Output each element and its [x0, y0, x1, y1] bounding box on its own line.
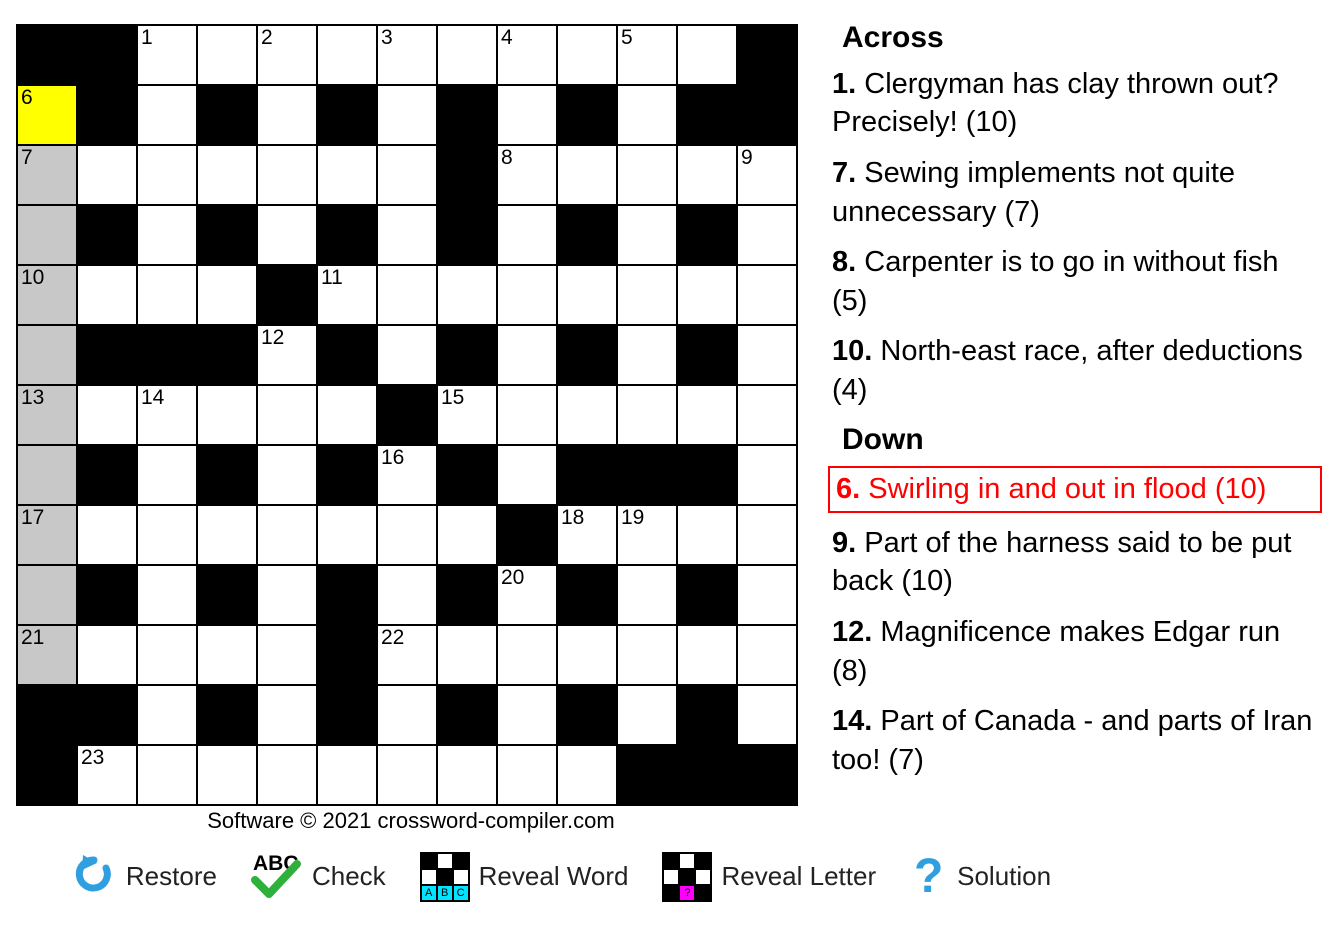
grid-letter-cell[interactable]	[377, 25, 437, 85]
clue-number: 8.	[832, 246, 857, 279]
grid-letter-cell[interactable]	[497, 745, 557, 805]
grid-block-cell	[677, 745, 737, 805]
grid-block-cell	[257, 265, 317, 325]
grid-letter-cell[interactable]	[317, 745, 377, 805]
clue-number: 7.	[832, 157, 857, 190]
clue-text: Part of the harness said to be put back (10)	[832, 526, 1292, 598]
down-clue[interactable]	[828, 523, 1322, 602]
grid-block-cell	[77, 565, 137, 625]
grid-block-cell	[317, 205, 377, 265]
grid-cell-number: 17	[21, 506, 45, 529]
grid-letter-cell[interactable]	[257, 745, 317, 805]
clue-number: 12.	[832, 615, 873, 648]
grid-letter-cell[interactable]	[377, 205, 437, 265]
crossword-row	[17, 265, 797, 325]
grid-block-cell	[737, 85, 797, 145]
grid-letter-cell[interactable]	[617, 25, 677, 85]
grid-letter-cell[interactable]	[257, 685, 317, 745]
grid-letter-cell[interactable]	[617, 145, 677, 205]
grid-letter-cell[interactable]	[17, 445, 77, 505]
grid-letter-cell[interactable]	[137, 625, 197, 685]
grid-letter-cell[interactable]	[17, 85, 77, 145]
svg-text:?: ?	[914, 850, 944, 898]
grid-letter-cell[interactable]	[617, 385, 677, 445]
grid-block-cell	[197, 205, 257, 265]
grid-block-cell	[677, 205, 737, 265]
solution-label: Solution	[957, 861, 1052, 891]
grid-cell-number: 18	[561, 506, 585, 529]
grid-letter-cell[interactable]	[317, 505, 377, 565]
grid-letter-cell[interactable]	[617, 265, 677, 325]
clue-text: Clergyman has clay thrown out? Precisely! (10)	[832, 67, 1279, 139]
across-clue[interactable]	[828, 331, 1322, 410]
grid-letter-cell[interactable]	[77, 385, 137, 445]
grid-letter-cell[interactable]	[377, 685, 437, 745]
reveal-letter-button[interactable]	[662, 852, 876, 902]
grid-block-cell	[77, 25, 137, 85]
grid-block-cell	[137, 325, 197, 385]
grid-letter-cell[interactable]	[17, 265, 77, 325]
grid-letter-cell[interactable]	[497, 625, 557, 685]
grid-cell-number: 15	[441, 386, 465, 409]
clue-text: Part of Canada - and parts of Iran too! (7)	[832, 705, 1313, 776]
grid-letter-cell[interactable]	[617, 205, 677, 265]
grid-letter-cell[interactable]	[17, 385, 77, 445]
grid-cell-number: 7	[21, 146, 33, 169]
grid-block-cell	[437, 85, 497, 145]
solution-button[interactable]	[910, 850, 1051, 903]
grid-letter-cell[interactable]	[497, 25, 557, 85]
grid-letter-cell[interactable]	[257, 325, 317, 385]
reveal-letter-label: Reveal Letter	[721, 861, 877, 891]
grid-block-cell	[377, 385, 437, 445]
grid-block-cell	[557, 445, 617, 505]
grid-letter-cell[interactable]	[257, 505, 317, 565]
grid-letter-cell[interactable]	[137, 565, 197, 625]
grid-cell-number: 11	[321, 266, 343, 289]
reveal-letter-glyph: ?	[679, 885, 695, 901]
grid-letter-cell[interactable]	[617, 625, 677, 685]
grid-letter-cell[interactable]	[737, 625, 797, 685]
grid-letter-cell[interactable]	[437, 25, 497, 85]
grid-block-cell	[437, 205, 497, 265]
grid-block-cell	[197, 445, 257, 505]
crossword-row	[17, 505, 797, 565]
grid-block-cell	[17, 745, 77, 805]
grid-letter-cell[interactable]	[17, 565, 77, 625]
across-heading: Across	[842, 21, 944, 54]
restore-icon	[71, 851, 117, 902]
grid-block-cell	[677, 85, 737, 145]
grid-letter-cell[interactable]	[377, 625, 437, 685]
grid-letter-cell[interactable]	[377, 565, 437, 625]
grid-block-cell	[737, 25, 797, 85]
grid-letter-cell[interactable]	[677, 385, 737, 445]
svg-text:ABC: ABC	[252, 852, 299, 875]
grid-block-cell	[557, 685, 617, 745]
grid-block-cell	[737, 745, 797, 805]
grid-block-cell	[317, 565, 377, 625]
restore-label: Restore	[125, 861, 217, 891]
grid-block-cell	[437, 565, 497, 625]
grid-letter-cell[interactable]	[377, 445, 437, 505]
grid-letter-cell[interactable]	[257, 25, 317, 85]
grid-block-cell	[317, 85, 377, 145]
grid-letter-cell[interactable]	[257, 565, 317, 625]
grid-block-cell	[497, 505, 557, 565]
grid-block-cell	[677, 445, 737, 505]
crossword-row	[17, 205, 797, 265]
clue-text: Swirling in and out in flood (10)	[860, 473, 1267, 506]
grid-letter-cell[interactable]	[377, 505, 437, 565]
grid-cell-number: 4	[501, 26, 513, 49]
grid-letter-cell[interactable]	[257, 85, 317, 145]
grid-cell-number: 22	[381, 626, 405, 649]
grid-block-cell	[317, 685, 377, 745]
grid-letter-cell[interactable]	[197, 745, 257, 805]
clue-number: 9.	[832, 526, 857, 559]
grid-letter-cell[interactable]	[137, 445, 197, 505]
grid-letter-cell[interactable]	[137, 265, 197, 325]
grid-letter-cell[interactable]	[617, 685, 677, 745]
reveal-word-letter-c: C	[453, 885, 469, 901]
grid-cell-number: 2	[261, 26, 273, 49]
restore-button[interactable]	[71, 851, 217, 902]
check-button[interactable]	[251, 850, 386, 903]
grid-block-cell	[197, 85, 257, 145]
grid-cell-number: 8	[501, 146, 513, 169]
grid-letter-cell[interactable]	[737, 145, 797, 205]
grid-letter-cell[interactable]	[197, 25, 257, 85]
grid-letter-cell[interactable]	[17, 205, 77, 265]
grid-block-cell	[77, 445, 137, 505]
solution-icon	[910, 850, 948, 903]
grid-block-cell	[17, 25, 77, 85]
grid-letter-cell[interactable]	[317, 265, 377, 325]
grid-letter-cell[interactable]	[77, 745, 137, 805]
grid-cell-number: 3	[381, 26, 393, 49]
grid-cell-number: 14	[141, 386, 165, 409]
grid-letter-cell[interactable]	[137, 85, 197, 145]
reveal-letter-icon	[662, 852, 712, 902]
grid-letter-cell[interactable]	[557, 25, 617, 85]
grid-cell-number: 6	[21, 86, 33, 109]
grid-cell-number: 16	[381, 446, 405, 469]
grid-letter-cell[interactable]	[137, 685, 197, 745]
grid-letter-cell[interactable]	[197, 505, 257, 565]
grid-letter-cell[interactable]	[17, 325, 77, 385]
grid-letter-cell[interactable]	[377, 745, 437, 805]
crossword-row	[17, 445, 797, 505]
grid-letter-cell[interactable]	[497, 205, 557, 265]
grid-letter-cell[interactable]	[137, 745, 197, 805]
grid-cell-number: 23	[81, 746, 105, 769]
reveal-word-button[interactable]	[420, 852, 629, 902]
grid-block-cell	[317, 625, 377, 685]
grid-block-cell	[617, 745, 677, 805]
grid-letter-cell[interactable]	[137, 145, 197, 205]
grid-block-cell	[17, 685, 77, 745]
crossword-row	[17, 565, 797, 625]
grid-letter-cell[interactable]	[137, 385, 197, 445]
grid-block-cell	[677, 565, 737, 625]
grid-letter-cell[interactable]	[77, 505, 137, 565]
grid-cell-number: 21	[21, 626, 45, 649]
grid-cell-number: 12	[261, 326, 285, 349]
crossword-row	[17, 85, 797, 145]
down-clue[interactable]	[828, 701, 1322, 780]
grid-letter-cell[interactable]	[137, 25, 197, 85]
grid-block-cell	[197, 685, 257, 745]
grid-letter-cell[interactable]	[677, 265, 737, 325]
grid-letter-cell[interactable]	[737, 445, 797, 505]
grid-letter-cell[interactable]	[377, 265, 437, 325]
check-label: Check	[311, 861, 386, 891]
grid-letter-cell[interactable]	[497, 145, 557, 205]
grid-block-cell	[437, 145, 497, 205]
clues-panel	[828, 18, 1322, 790]
grid-letter-cell[interactable]	[257, 145, 317, 205]
grid-letter-cell[interactable]	[437, 505, 497, 565]
grid-letter-cell[interactable]	[677, 145, 737, 205]
check-icon	[251, 850, 303, 903]
grid-letter-cell[interactable]	[317, 25, 377, 85]
grid-block-cell	[77, 85, 137, 145]
grid-block-cell	[197, 565, 257, 625]
across-clue[interactable]	[828, 64, 1322, 143]
grid-letter-cell[interactable]	[257, 205, 317, 265]
clue-text: Carpenter is to go in without fish (5)	[832, 246, 1279, 317]
grid-letter-cell[interactable]	[77, 265, 137, 325]
crossword-row	[17, 385, 797, 445]
clue-number: 10.	[832, 335, 873, 368]
grid-cell-number: 20	[501, 566, 525, 589]
grid-letter-cell[interactable]	[497, 85, 557, 145]
reveal-word-letter-a: A	[421, 885, 437, 901]
grid-block-cell	[677, 325, 737, 385]
copyright-text: Software © 2021 crossword-compiler.com	[207, 808, 615, 833]
grid-letter-cell[interactable]	[137, 505, 197, 565]
grid-letter-cell[interactable]	[617, 85, 677, 145]
grid-letter-cell[interactable]	[677, 625, 737, 685]
grid-block-cell	[557, 85, 617, 145]
down-clue[interactable]	[828, 612, 1322, 691]
grid-letter-cell[interactable]	[377, 145, 437, 205]
grid-letter-cell[interactable]	[497, 565, 557, 625]
grid-letter-cell[interactable]	[317, 385, 377, 445]
crossword-row	[17, 745, 797, 805]
crossword-grid-container[interactable]	[16, 24, 798, 806]
grid-letter-cell[interactable]	[557, 625, 617, 685]
clue-text: Sewing implements not quite unnecessary (7)	[832, 157, 1235, 228]
grid-letter-cell[interactable]	[77, 145, 137, 205]
grid-letter-cell[interactable]	[737, 325, 797, 385]
grid-letter-cell[interactable]	[617, 505, 677, 565]
grid-letter-cell[interactable]	[257, 445, 317, 505]
grid-block-cell	[677, 685, 737, 745]
clue-number: 6.	[836, 473, 861, 506]
grid-letter-cell[interactable]	[137, 205, 197, 265]
grid-letter-cell[interactable]	[557, 745, 617, 805]
across-clue[interactable]	[828, 242, 1322, 321]
crossword-row	[17, 325, 797, 385]
across-clue-list	[828, 64, 1322, 411]
grid-letter-cell[interactable]	[737, 685, 797, 745]
grid-letter-cell[interactable]	[257, 625, 317, 685]
grid-block-cell	[77, 685, 137, 745]
down-clue-list	[828, 466, 1322, 780]
grid-letter-cell[interactable]	[197, 145, 257, 205]
grid-letter-cell[interactable]	[197, 265, 257, 325]
grid-cell-number: 10	[21, 266, 45, 289]
grid-block-cell	[557, 325, 617, 385]
grid-letter-cell[interactable]	[617, 325, 677, 385]
grid-letter-cell[interactable]	[557, 385, 617, 445]
grid-cell-number: 9	[741, 146, 753, 169]
grid-letter-cell[interactable]	[677, 505, 737, 565]
grid-letter-cell[interactable]	[437, 625, 497, 685]
grid-block-cell	[437, 685, 497, 745]
clue-text: Magnificence makes Edgar run (8)	[832, 615, 1281, 687]
grid-letter-cell[interactable]	[557, 265, 617, 325]
grid-letter-cell[interactable]	[437, 265, 497, 325]
grid-letter-cell[interactable]	[497, 265, 557, 325]
crossword-grid[interactable]	[16, 24, 798, 806]
grid-block-cell	[317, 325, 377, 385]
grid-block-cell	[77, 325, 137, 385]
grid-letter-cell[interactable]	[737, 385, 797, 445]
grid-letter-cell[interactable]	[497, 685, 557, 745]
crossword-row	[17, 25, 797, 85]
grid-letter-cell[interactable]	[197, 625, 257, 685]
grid-block-cell	[317, 445, 377, 505]
grid-letter-cell[interactable]	[317, 145, 377, 205]
grid-block-cell	[437, 325, 497, 385]
reveal-word-label: Reveal Word	[478, 861, 629, 891]
grid-letter-cell[interactable]	[557, 505, 617, 565]
grid-letter-cell[interactable]	[497, 445, 557, 505]
clue-text: North-east race, after deductions (4)	[832, 335, 1303, 406]
grid-letter-cell[interactable]	[437, 385, 497, 445]
grid-cell-number: 5	[621, 26, 633, 49]
crossword-toolbar	[16, 850, 1106, 903]
grid-letter-cell[interactable]	[437, 745, 497, 805]
grid-block-cell	[77, 205, 137, 265]
grid-letter-cell[interactable]	[17, 145, 77, 205]
grid-letter-cell[interactable]	[737, 565, 797, 625]
grid-letter-cell[interactable]	[377, 325, 437, 385]
grid-block-cell	[437, 445, 497, 505]
grid-letter-cell[interactable]	[17, 625, 77, 685]
grid-letter-cell[interactable]	[677, 25, 737, 85]
grid-block-cell	[617, 445, 677, 505]
grid-letter-cell[interactable]	[737, 205, 797, 265]
grid-letter-cell[interactable]	[737, 265, 797, 325]
grid-letter-cell[interactable]	[497, 325, 557, 385]
grid-block-cell	[557, 205, 617, 265]
crossword-row	[17, 685, 797, 745]
grid-letter-cell[interactable]	[17, 505, 77, 565]
grid-block-cell	[197, 325, 257, 385]
grid-letter-cell[interactable]	[77, 625, 137, 685]
clue-number: 1.	[832, 67, 857, 100]
grid-letter-cell[interactable]	[617, 565, 677, 625]
down-heading: Down	[842, 423, 924, 457]
across-clue[interactable]	[828, 153, 1322, 232]
reveal-word-letter-b: B	[437, 885, 453, 901]
grid-letter-cell[interactable]	[497, 385, 557, 445]
grid-letter-cell[interactable]	[737, 505, 797, 565]
grid-letter-cell[interactable]	[257, 385, 317, 445]
grid-cell-number: 13	[21, 386, 45, 409]
grid-letter-cell[interactable]	[197, 385, 257, 445]
grid-cell-number: 19	[621, 506, 645, 529]
grid-letter-cell[interactable]	[557, 145, 617, 205]
crossword-row	[17, 625, 797, 685]
grid-block-cell	[557, 565, 617, 625]
grid-letter-cell[interactable]	[377, 85, 437, 145]
crossword-row	[17, 145, 797, 205]
down-clue[interactable]	[828, 466, 1322, 513]
clue-number: 14.	[832, 705, 873, 738]
reveal-word-icon	[420, 852, 470, 902]
grid-cell-number: 1	[141, 26, 153, 49]
